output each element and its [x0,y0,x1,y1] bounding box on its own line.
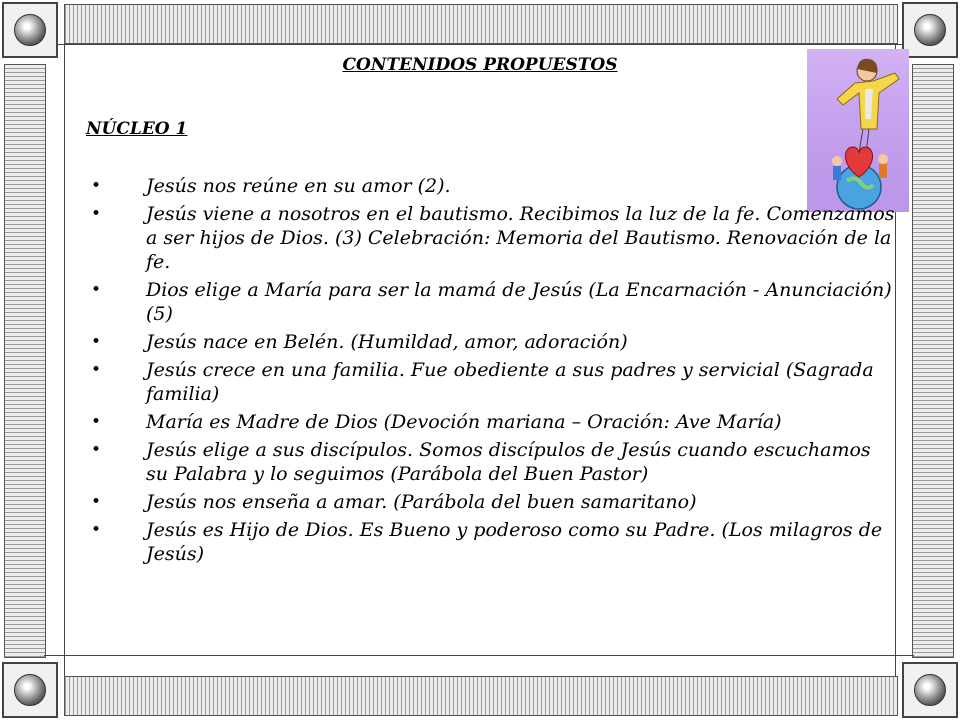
list-item-text: Jesús nace en Belén. (Humildad, amor, adoración) [146,331,628,353]
list-item [86,174,896,198]
bullet-icon: • [90,280,102,300]
bullet-icon: • [90,440,102,460]
list-item [86,410,896,434]
frame-top-border [64,4,898,44]
list-item [86,490,896,514]
knob-icon [14,674,46,706]
frame-bottom-border [64,676,898,716]
content-list [86,174,896,570]
frame-corner-bottom-right [902,662,958,718]
list-item-text: Jesús viene a nosotros en el bautismo. Recibimos la luz de la fe. Comenzamos a ser hijos de Dios. (3) Celebración: Memoria del Bautismo. Renovación de la fe. [146,203,895,273]
list-item [86,358,896,406]
bullet-icon: • [90,332,102,352]
frame-right-border [912,64,954,658]
list-item [86,278,896,326]
list-item [86,518,896,566]
bullet-icon: • [90,204,102,224]
knob-icon [914,674,946,706]
list-item-text: Dios elige a María para ser la mamá de Jesús (La Encarnación - Anunciación) (5) [146,279,892,325]
list-item-text: Jesús elige a sus discípulos. Somos discípulos de Jesús cuando escuchamos su Palabra y lo seguimos (Parábola del Buen Pastor) [146,439,871,485]
frame-corner-top-right [902,2,958,58]
frame-inner-line-left [64,44,65,676]
frame-inner-line-bottom [44,655,914,656]
list-item [86,438,896,486]
bullet-icon: • [90,360,102,380]
bullet-icon: • [90,176,102,196]
page-title: CONTENIDOS PROPUESTOS [342,55,618,75]
list-item [86,202,896,274]
bullet-icon: • [90,492,102,512]
bullet-icon: • [90,520,102,540]
knob-icon [914,14,946,46]
list-item-text: Jesús nos reúne en su amor (2). [146,175,451,197]
knob-icon [14,14,46,46]
list-item [86,330,896,354]
list-item-text: Jesús es Hijo de Dios. Es Bueno y poderoso como su Padre. (Los milagros de Jesús) [146,519,883,565]
bullet-icon: • [90,412,102,432]
list-item-text: Jesús nos enseña a amar. (Parábola del buen samaritano) [146,491,697,513]
list-item-text: María es Madre de Dios (Devoción mariana – Oración: Ave María) [146,411,782,433]
frame-left-border [4,64,46,658]
frame-inner-line-top [44,44,914,45]
section-heading: NÚCLEO 1 [86,119,188,139]
list-item-text: Jesús crece en una familia. Fue obediente a sus padres y servicial (Sagrada familia) [146,359,874,405]
frame-corner-bottom-left [2,662,58,718]
frame-corner-top-left [2,2,58,58]
